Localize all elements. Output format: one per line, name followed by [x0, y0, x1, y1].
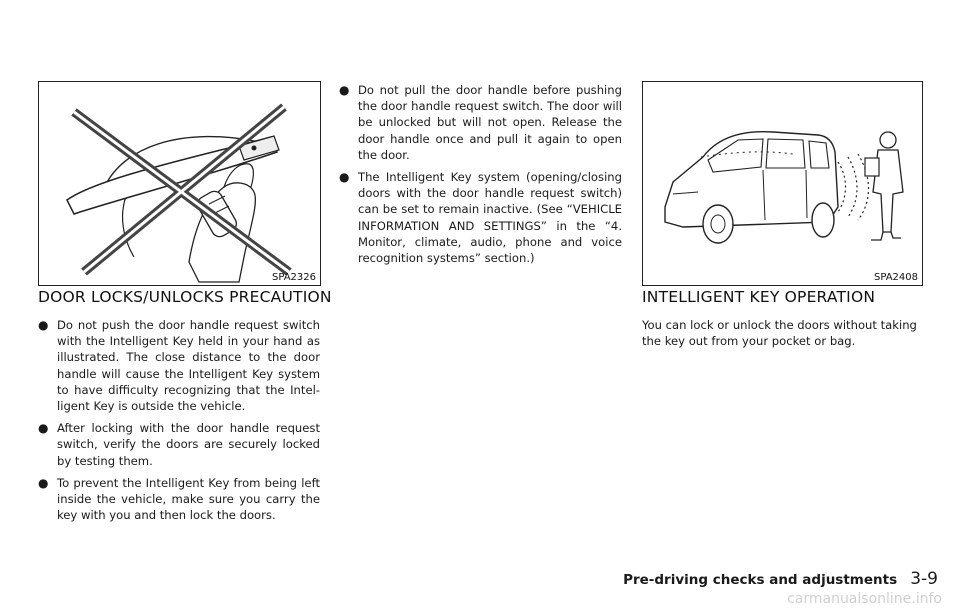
car-with-person-icon [643, 82, 924, 287]
bullet-icon: ● [38, 318, 49, 332]
page-number: 3-9 [910, 569, 938, 589]
list-item [339, 82, 622, 163]
section-heading-intelligent-key: INTELLIGENT KEY OPERATION [642, 288, 876, 306]
bullet-icon: ● [339, 83, 350, 97]
bullet-icon: ● [339, 170, 350, 185]
list-item-text: After locking with the door handle request switch, verify the doors are securely locked by testing them. [57, 421, 320, 468]
footer-section-title: Pre-driving checks and adjustments [623, 572, 898, 588]
list-item-text: The Intelligent Key system (opening/closing doors with the door handle request switch) can be set to remain inactive. (See “VEHICLE INFORMATION AND SETTINGS” in the “4. Monitor, climate, audio, phone and voice recognition systems” section.) [358, 170, 622, 266]
bullet-icon: ● [38, 421, 49, 436]
figure-code: SPA2408 [873, 272, 918, 283]
door-handle-notes-list [339, 82, 622, 272]
page-footer [623, 569, 938, 589]
list-item [339, 169, 622, 266]
bullet-icon: ● [38, 475, 49, 490]
section-heading-door-locks: DOOR LOCKS/UNLOCKS PRECAUTION [38, 288, 332, 306]
watermark: carmanualsonline.info [787, 591, 942, 607]
illustration-door-handle-key [38, 81, 321, 286]
list-item [38, 317, 320, 414]
intelligent-key-operation-text: You can lock or unlock the doors without taking the key out from your pocket or bag. [642, 318, 917, 349]
list-item [38, 420, 320, 469]
list-item-text: To prevent the Intelligent Key from being left inside the vehicle, make sure you carry the key with you and then lock the doors. [57, 475, 320, 523]
door-handle-crossed-out-icon [39, 82, 322, 287]
list-item [38, 475, 320, 524]
door-locks-precaution-list [38, 317, 320, 529]
list-item-text: Do not pull the door handle before pushing the door handle request switch. The door will be unlocked but will not open. Release the door handle once and pull it again to open the door. [358, 83, 622, 162]
figure-code: SPA2326 [271, 272, 316, 283]
illustration-person-near-car [642, 81, 923, 286]
list-item-text: Do not push the door handle request switch with the Intelligent Key held in your hand as illustrated. The close distance to the door handle will cause the Intelligent Key system to have difficulty recognizing that the Intel-ligent Key is outside the vehicle. [57, 318, 320, 414]
